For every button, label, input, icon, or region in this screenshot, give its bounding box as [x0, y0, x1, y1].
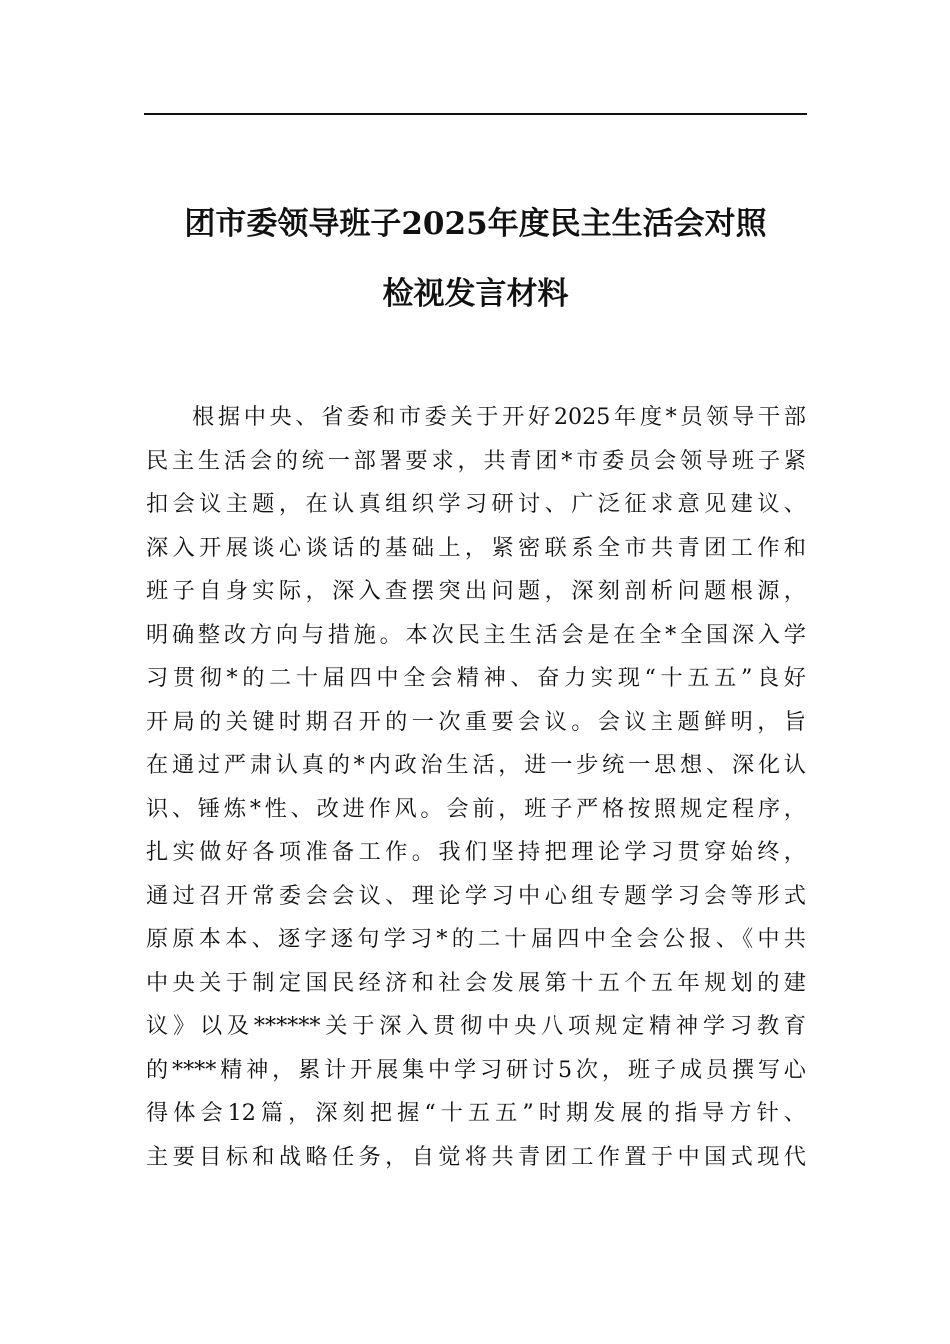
body-paragraph [146, 396, 806, 1179]
document-title [144, 189, 807, 329]
body-line: 得体会12篇，深刻把握“十五五”时期发展的指导方针、 [146, 1100, 806, 1126]
header-rule [144, 113, 807, 115]
body-line: 中央关于制定国民经济和社会发展第十五个五年规划的建 [146, 969, 806, 996]
body-line: 通过召开常委会会议、理论学习中心组专题学习会等形式 [146, 882, 806, 909]
body-line: 开局的关键时期召开的一次重要会议。会议主题鲜明，旨 [146, 708, 806, 735]
body-line: 根据中央、省委和市委关于开好2025年度*员领导干部 [192, 404, 806, 430]
body-line: 的****精神，累计开展集中学习研讨5次，班子成员撰写心 [146, 1056, 806, 1083]
body-line: 原原本本、逐字逐句学习*的二十届四中全会公报、《中共 [146, 926, 806, 952]
body-line: 深入开展谈心谈话的基础上，紧密联系全市共青团工作和 [146, 534, 806, 561]
body-line: 习贯彻*的二十届四中全会精神、奋力实现“十五五”良好 [146, 665, 806, 691]
title-line: 检视发言材料 [382, 276, 569, 312]
body-line: 议》以及******关于深入贯彻中央八项规定精神学习教育 [146, 1013, 806, 1039]
title-line: 团市委领导班子2025年度民主生活会对照 [184, 206, 767, 242]
body-line: 扎实做好各项准备工作。我们坚持把理论学习贯穿始终， [146, 839, 806, 865]
body-line: 主要目标和战略任务，自觉将共青团工作置于中国式现代 [146, 1143, 806, 1170]
body-line: 在通过严肃认真的*内政治生活，进一步统一思想、深化认 [146, 752, 806, 778]
body-line: 识、锤炼*性、改进作风。会前，班子严格按照规定程序， [146, 795, 806, 822]
body-line: 班子自身实际，深入查摆突出问题，深刻剖析问题根源， [146, 578, 806, 604]
body-line: 民主生活会的统一部署要求，共青团*市委员会领导班子紧 [146, 447, 806, 474]
body-line: 扣会议主题，在认真组织学习研讨、广泛征求意见建议、 [146, 491, 806, 517]
body-line: 明确整改方向与措施。本次民主生活会是在全*全国深入学 [146, 621, 806, 648]
